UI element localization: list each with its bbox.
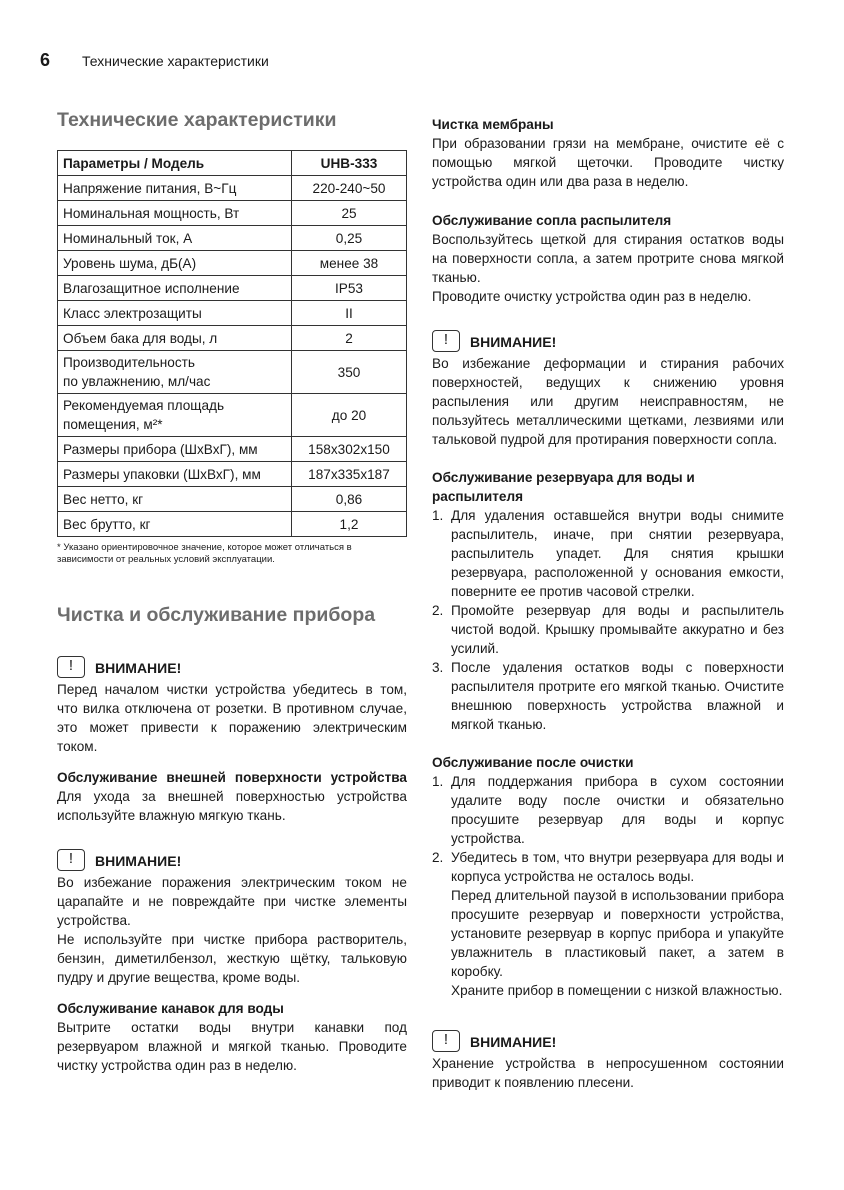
spec-param-cell: Вес нетто, кг [58, 487, 292, 512]
after-cleaning-list [432, 772, 784, 886]
spec-param-cell: Влагозащитное исполнение [58, 276, 292, 301]
warning-block-4 [432, 1030, 784, 1052]
after-cleaning-para-2: Храните прибор в помещении с низкой влажностью. [451, 983, 783, 998]
spec-param-cell: Номинальный ток, А [58, 226, 292, 251]
after-cleaning-heading: Обслуживание после очистки [432, 755, 634, 770]
table-row [58, 351, 407, 394]
running-title: Технические характеристики [82, 53, 269, 69]
spec-value-cell: до 20 [292, 394, 407, 437]
spec-param-cell: Номинальная мощность, Вт [58, 201, 292, 226]
warning-icon [432, 330, 460, 352]
spec-value-cell: менее 38 [292, 251, 407, 276]
list-item: 1. Для удаления оставшейся внутри воды снимите распылитель, иначе, при снятии резервуара, распылитель упадет. Для снятия крышки резервуара, расположенной у основания емкости, поверните ее против часовой стрелки. [432, 508, 784, 599]
spec-param-cell: Уровень шума, дБ(А) [58, 251, 292, 276]
table-row [58, 201, 407, 226]
spec-value-cell: 2 [292, 326, 407, 351]
outer-surface-heading: Обслуживание внешней поверхности устройства [57, 770, 407, 785]
table-row [58, 301, 407, 326]
spec-value-cell: II [292, 301, 407, 326]
spec-param-cell: Размеры упаковки (ШхВхГ), мм [58, 462, 292, 487]
spec-table-header [58, 151, 407, 176]
table-row [58, 487, 407, 512]
list-item: 2. Убедитесь в том, что внутри резервуара для воды и корпуса устройства не осталось воды. [432, 850, 784, 884]
nozzle-heading: Обслуживание сопла распылителя [432, 213, 672, 228]
spec-value-cell: 1,2 [292, 512, 407, 537]
warning-label: ВНИМАНИЕ! [95, 660, 182, 676]
warning-block-1 [57, 656, 407, 678]
spec-header-model: UHB-333 [292, 151, 407, 176]
spec-value-cell: 350 [292, 351, 407, 394]
nozzle-text-1: Воспользуйтесь щеткой для стирания остатков воды на поверхности сопла, а затем протрите снова мягкой тканью. [432, 232, 784, 285]
spec-footnote: * Указано ориентировочное значение, которое может отличаться в зависимости от реальных условий эксплуатации. [57, 542, 352, 565]
spec-table [57, 150, 407, 537]
left-column [57, 107, 407, 1075]
tank-steps-list [432, 506, 784, 734]
spec-param-cell: Производительность по увлажнению, мл/час [58, 351, 292, 394]
spec-value-cell: 158x302x150 [292, 437, 407, 462]
warning-icon [432, 1030, 460, 1052]
spec-value-cell: 25 [292, 201, 407, 226]
table-row [58, 251, 407, 276]
table-row [58, 394, 407, 437]
warning-block-2 [57, 849, 407, 871]
warning-block-3 [432, 330, 784, 352]
spec-param-cell: Рекомендуемая площадь помещения, м²* [58, 394, 292, 437]
table-row [58, 176, 407, 201]
spec-param-cell: Класс электрозащиты [58, 301, 292, 326]
spec-value-cell: IP53 [292, 276, 407, 301]
page-number: 6 [40, 50, 51, 70]
nozzle-text-2: Проводите очистку устройства один раз в неделю. [432, 289, 752, 304]
list-item: 3. После удаления остатков воды с поверхности распылителя протрите его мягкой тканью. Очистите внешнюю поверхность устройства влажной и мягкой тканью. [432, 660, 784, 732]
warning-label: ВНИМАНИЕ! [470, 334, 557, 350]
warning-icon [57, 656, 85, 678]
spec-value-cell: 220-240~50 [292, 176, 407, 201]
after-cleaning-para-1: Перед длительной паузой в использовании прибора просушите резервуар и поверхности устройства, установите резервуар в корпус прибора и упакуйте увлажнитель в пластиковый пакет, а затем в коробку. [451, 888, 784, 979]
table-row [58, 326, 407, 351]
spec-header-param: Параметры / Модель [58, 151, 292, 176]
membrane-heading: Чистка мембраны [432, 117, 554, 132]
membrane-text: При образовании грязи на мембране, очистите её с помощью мягкой щеточки. Проводите чистку устройства один или два раза в неделю. [432, 136, 784, 189]
warning-1-text: Перед началом чистки устройства убедитесь в том, что вилка отключена от розетки. В противном случае, это может привести к поражению электрическим током. [57, 682, 407, 754]
table-row [58, 512, 407, 537]
table-row [58, 276, 407, 301]
spec-table-body [58, 176, 407, 537]
warning-2-text-1: Во избежание поражения электрическим током не царапайте и не повреждайте при чистке элементы устройства. [57, 875, 407, 928]
spec-param-cell: Объем бака для воды, л [58, 326, 292, 351]
warning-icon [57, 849, 85, 871]
table-row [58, 462, 407, 487]
tank-heading: Обслуживание резервуара для воды и распылителя [432, 470, 695, 504]
specs-title: Технические характеристики [57, 109, 337, 131]
spec-param-cell: Размеры прибора (ШхВхГ), мм [58, 437, 292, 462]
spec-value-cell: 0,86 [292, 487, 407, 512]
spec-param-cell: Напряжение питания, В~Гц [58, 176, 292, 201]
spec-value-cell: 187x335x187 [292, 462, 407, 487]
table-row [58, 437, 407, 462]
warning-4-text: Хранение устройства в непросушенном состоянии приводит к появлению плесени. [432, 1056, 784, 1090]
right-column [432, 115, 784, 1092]
grooves-text: Вытрите остатки воды внутри канавки под резервуаром влажной и мягкой тканью. Проводите чистку устройства один раз в неделю. [57, 1020, 407, 1073]
list-item: 1. Для поддержания прибора в сухом состоянии удалите воду после очистки и обязательно просушите резервуар для воды и корпус устройства. [432, 774, 784, 846]
list-item: 2. Промойте резервуар для воды и распылитель чистой водой. Крышку промывайте аккуратно и без усилий. [432, 603, 784, 656]
outer-surface-text: Для ухода за внешней поверхностью устройства используйте влажную мягкую ткань. [57, 789, 407, 823]
spec-param-cell: Вес брутто, кг [58, 512, 292, 537]
warning-2-text-2: Не используйте при чистке прибора растворитель, бензин, диметилбензол, жесткую щётку, тальковую пудру и другие вещества, кроме воды. [57, 932, 407, 985]
warning-3-text: Во избежание деформации и стирания рабочих поверхностей, ведущих к снижению уровня распыления или другим неисправностям, не пользуйтесь металлическими щетками, лезвиями или тальковой пудрой для протирания поверхности сопла. [432, 356, 784, 447]
grooves-heading: Обслуживание канавок для воды [57, 1001, 284, 1016]
table-row [58, 226, 407, 251]
spec-value-cell: 0,25 [292, 226, 407, 251]
cleaning-title: Чистка и обслуживание прибора [57, 604, 376, 626]
warning-label: ВНИМАНИЕ! [470, 1034, 557, 1050]
warning-label: ВНИМАНИЕ! [95, 853, 182, 869]
